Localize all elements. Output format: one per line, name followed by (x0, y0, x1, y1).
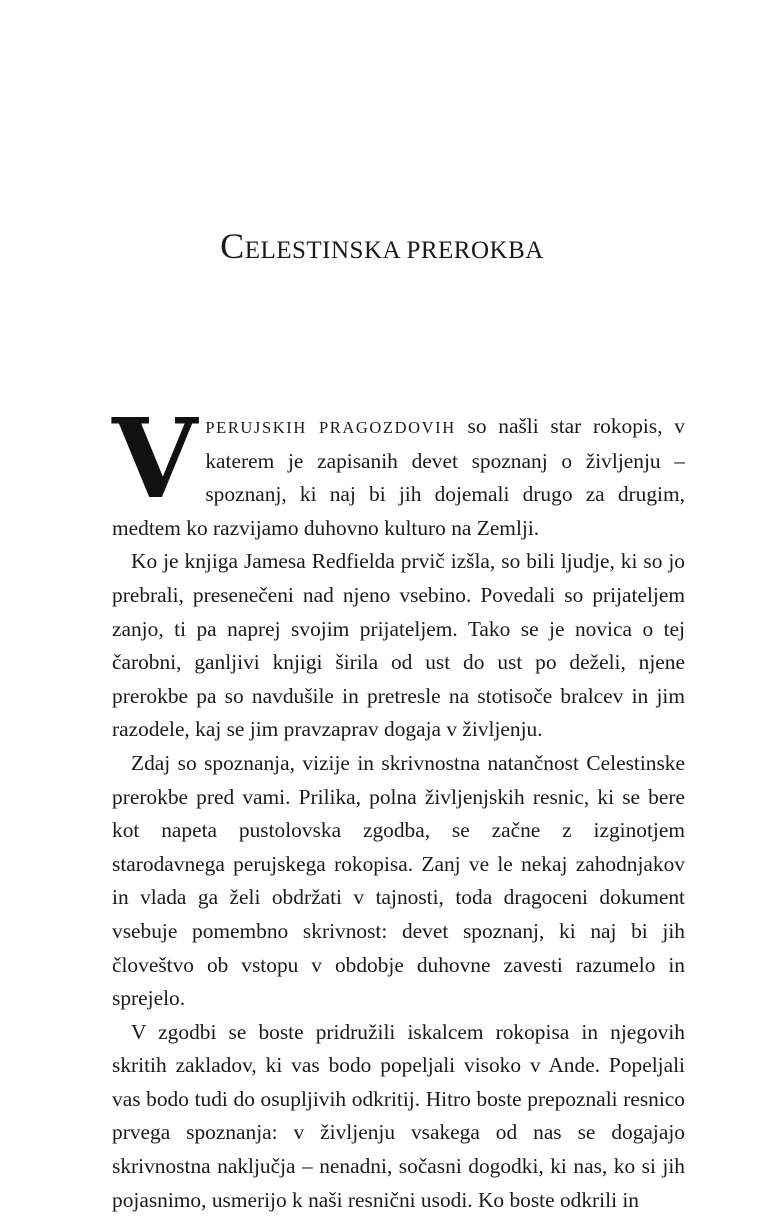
body-text (112, 394, 685, 1217)
drop-cap: V (112, 394, 194, 523)
paragraph-1-text: so našli star rokopis, v katerem je zapisanih devet spoznanj o življenju – spoznanj, ki naj bi jih dojemali drugo za drugim, medtem ko razvijamo duhovno kulturo na Zemlji. (112, 414, 685, 540)
paragraph-1 (112, 394, 685, 545)
paragraph-4: V zgodbi se boste pridružili iskalcem rokopisa in njegovih skritih zakladov, ki vas bodo popeljali visoko v Ande. Popeljali vas bodo tudi do osupljivih odkritij. Hitro boste prepoznali resnico prvega spoznanja: v življenju vsakega od nas se dogajajo skrivnostna naključja – nenadni, sočasni dogodki, ki nas, ko si jih pojasnimo, usmerijo k naši resnični usodi. Ko boste odkrili in (112, 1019, 685, 1212)
title-rest: ELESTINSKA PREROKBA (244, 237, 544, 264)
lead-in-smallcaps: PERUJSKIH PRAGOZDOVIH (205, 418, 456, 437)
paragraph-3: Zdaj so spoznanja, vizije in skrivnostna natančnost Celestinske prerokbe pred vami. Prilika, polna življenjskih resnic, ki se bere kot napeta pustolovska zgodba, se začne z izginotjem starodavnega perujskega rokopisa. Zanj ve le nekaj zahodnjakov in vlada ga želi obdržati v tajnosti, toda dragoceni dokument vsebuje pomembno skrivnost: devet spoznanj, ki naj bi jih človeštvo ob vstopu v obdobje duhovne zavesti razumelo in sprejelo. (112, 750, 685, 1011)
chapter-title (0, 226, 764, 271)
paragraph-2: Ko je knjiga Jamesa Redfielda prvič izšla, so bili ljudje, ki so jo prebrali, presenečeni nad njeno vsebino. Povedali so prijateljem zanjo, ti pa naprej svojim prijateljem. Tako se je novica o tej čarobni, ganljivi knjigi širila od ust do ust po deželi, njene prerokbe pa so navdušile in pretresle na stotisoče bralcev in jim razodele, kaj se jim pravzaprav dogaja v življenju. (112, 549, 685, 742)
title-initial: C (220, 226, 245, 266)
